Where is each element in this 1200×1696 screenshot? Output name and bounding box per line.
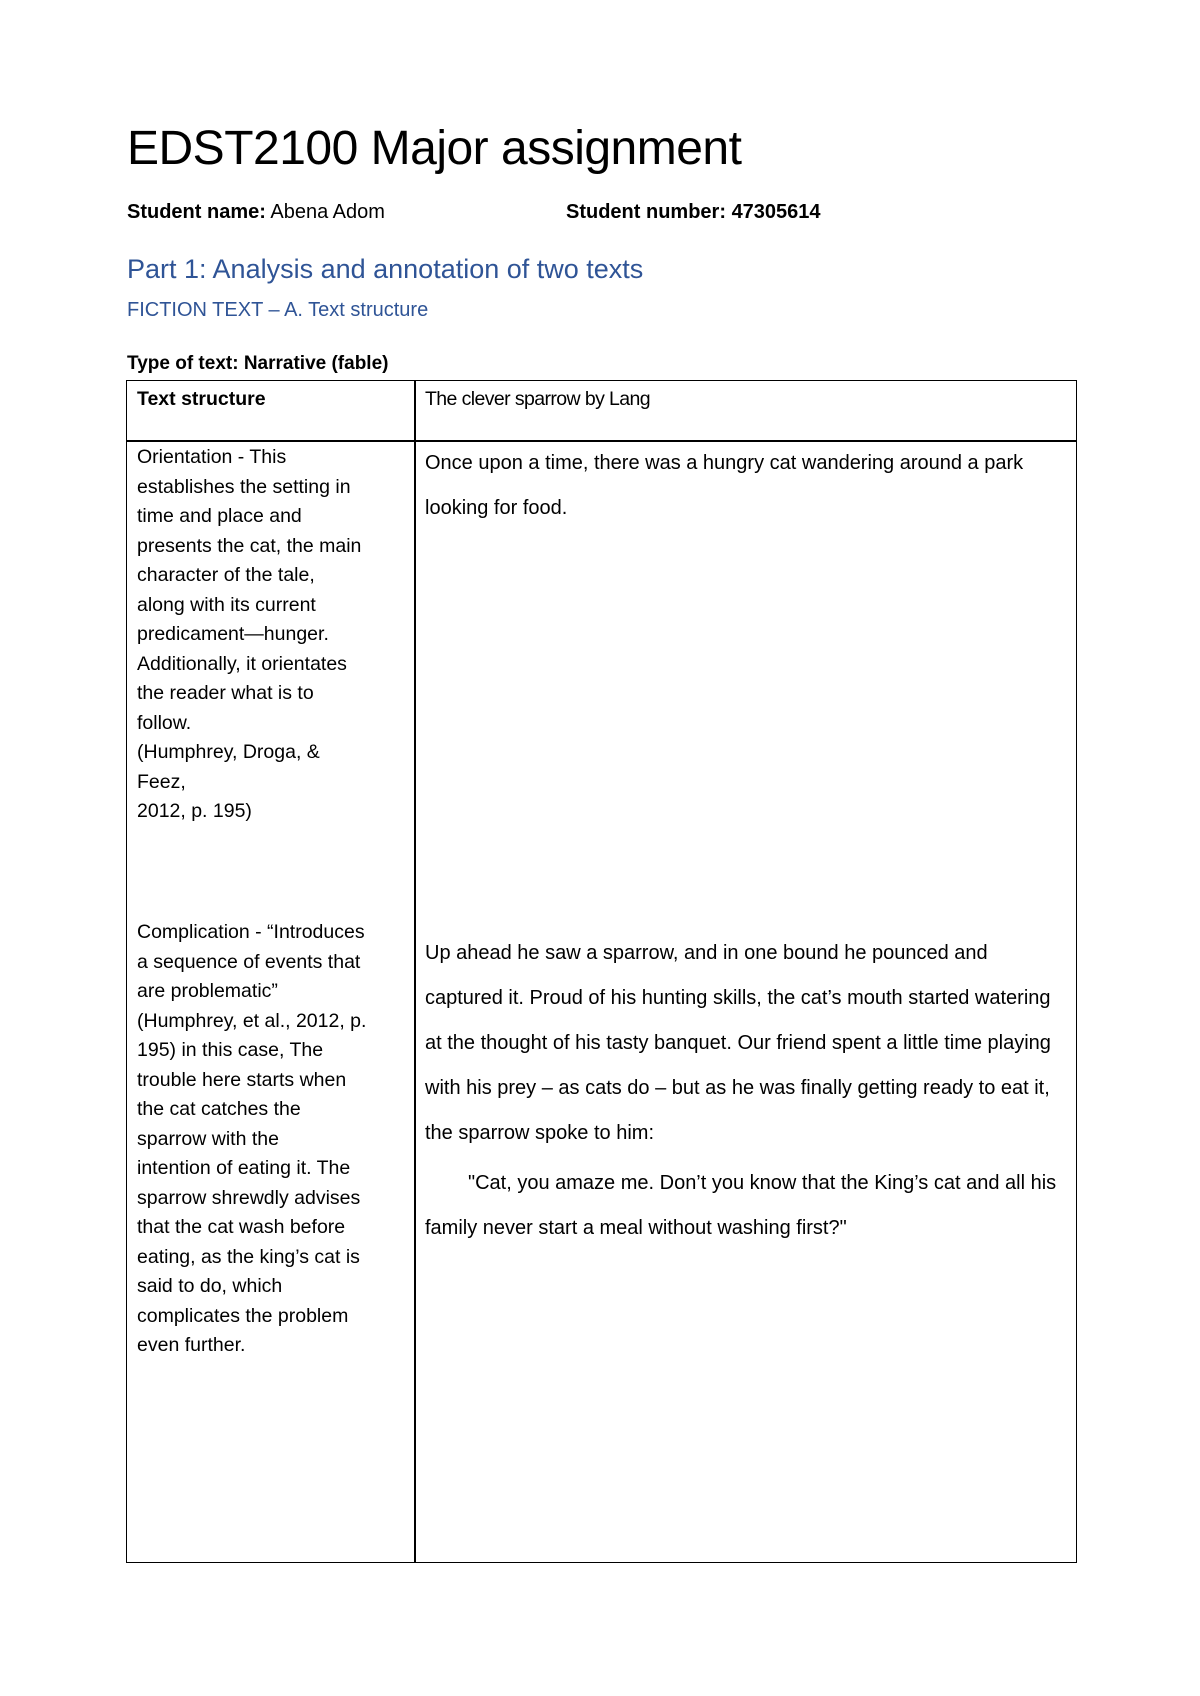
student-name: [127, 199, 385, 225]
student-number-label: Student number:: [566, 201, 726, 223]
student-number-value: 47305614: [731, 201, 821, 223]
story-orientation-text: Once upon a time, there was a hungry cat wandering around a park looking for food.: [425, 452, 1024, 519]
header-text-structure: Text structure: [137, 388, 266, 410]
student-number: [566, 199, 821, 225]
type-of-text: Type of text: Narrative (fable): [127, 353, 389, 374]
text-structure-table: [126, 380, 1077, 1563]
orientation-annotation: Orientation - This establishes the setting in time and place and presents the cat, the main character of the tale, along with its current predicament—hunger. Additionally, it orientates the reader what is to follow. (Humphrey, Droga, & Feez, 2012, p. 195): [137, 446, 362, 822]
student-name-label: Student name:: [127, 201, 266, 223]
story-quote-text: "Cat, you amaze me. Don’t you know that the King’s cat and all his family never start a meal without washing first?": [425, 1172, 1057, 1239]
complication-annotation: Complication - “Introduces a sequence of events that are problematic” (Humphrey, et al., 2012, p. 195) in this case, The trouble here starts when the cat catches the sparrow with the intention of eating it. The sparrow shrewdly advises that the cat wash before eating, as the king’s cat is said to do, which complicates the problem even further.: [137, 921, 367, 1356]
part-heading: Part 1: Analysis and annotation of two texts: [127, 254, 644, 284]
header-story-title: The clever sparrow by Lang: [425, 388, 651, 410]
student-name-value: Abena Adom: [270, 201, 385, 223]
column-divider: [414, 381, 416, 1562]
document-title: EDST2100 Major assignment: [127, 122, 742, 175]
section-subheading: FICTION TEXT – A. Text structure: [127, 299, 429, 321]
story-complication-text: Up ahead he saw a sparrow, and in one bound he pounced and captured it. Proud of his hunting skills, the cat’s mouth started watering at the thought of his tasty banquet. Our friend spent a little time playing with his prey – as cats do – but as he was finally getting ready to eat it, the sparrow spoke to him:: [425, 942, 1051, 1144]
